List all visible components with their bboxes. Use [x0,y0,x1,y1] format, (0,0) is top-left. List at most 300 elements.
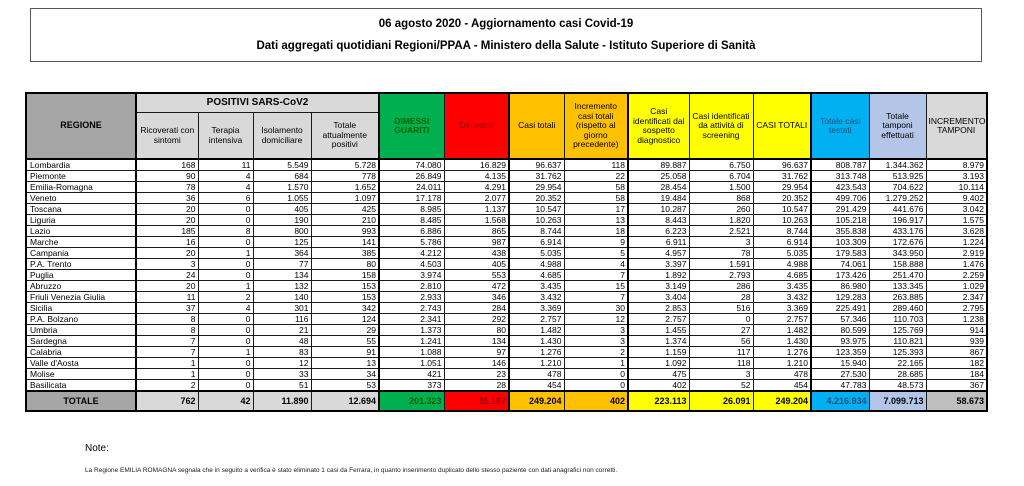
cell-c-cas: 31.762 [509,171,564,182]
cell-c-inc: 0 [564,380,628,392]
cell-c-scr: 516 [689,303,753,314]
cell-c-ter: 0 [198,380,253,392]
cell-c-dec: 16.829 [444,159,509,171]
region-name: Friuli Venezia Giulia [26,292,136,303]
table-row [26,193,987,204]
cell-c-int: 2.919 [926,248,987,259]
region-name: Piemonte [26,171,136,182]
cell-c-sos: 3.397 [628,259,689,270]
header-isolamento: Isolamento domiciliare [253,113,311,160]
cell-c-int: 939 [926,336,987,347]
cell-c-dec: 987 [444,237,509,248]
cell-c-tam: 1.344.362 [869,159,926,171]
cell-c-scr: 117 [689,347,753,358]
cell-c-ric: 2 [136,380,198,392]
cell-c-ter: 11 [198,159,253,171]
cell-c-ric: 1 [136,358,198,369]
cell-c-ric: 20 [136,215,198,226]
cell-c-int: 58.673 [926,391,987,411]
cell-c-dim: 4.503 [379,259,444,270]
cell-c-tes: 93.975 [811,336,869,347]
cell-c-inc: 13 [564,215,628,226]
table-header [26,93,987,159]
cell-c-tam: 133.345 [869,281,926,292]
title-box [30,8,982,62]
cell-c-ric: 762 [136,391,198,411]
cell-c-inc: 22 [564,171,628,182]
header-dimessi-guariti: DIMESSI GUARITI [379,93,444,159]
table-row [26,182,987,193]
cell-c-dec: 97 [444,347,509,358]
cell-c-dim: 2.341 [379,314,444,325]
cell-c-iso: 11.890 [253,391,311,411]
cell-c-tam: 125.769 [869,325,926,336]
totale-label: TOTALE [26,391,136,411]
header-casi-screening: Casi identificati da attività di screening [689,93,753,159]
cell-c-sos: 1.159 [628,347,689,358]
header-totale-tamponi: Totale tamponi effettuati [869,93,926,159]
cell-c-pos: 34 [311,369,379,380]
cell-c-dec: 1.568 [444,215,509,226]
cell-c-dim: 26.849 [379,171,444,182]
cell-c-scr: 78 [689,248,753,259]
header-incremento-tamponi: INCREMENTO TAMPONI [926,93,987,159]
cell-c-sos: 3.404 [628,292,689,303]
cell-c-inc: 118 [564,159,628,171]
cell-c-tes: 173.426 [811,270,869,281]
table-row [26,248,987,259]
cell-c-inc: 58 [564,182,628,193]
header-casi-totali: Casi totali [509,93,564,159]
cell-c-ric: 7 [136,336,198,347]
cell-c-dim: 2.933 [379,292,444,303]
cell-c-tes: 355.838 [811,226,869,237]
cell-c-int: 914 [926,325,987,336]
cell-c-ter: 0 [198,358,253,369]
cell-c-ter: 0 [198,369,253,380]
cell-c-tam: 343.950 [869,248,926,259]
cell-c-sos: 8.443 [628,215,689,226]
cell-c-scr: 1.820 [689,215,753,226]
cell-c-pos: 55 [311,336,379,347]
cell-c-ter: 4 [198,171,253,182]
cell-c-tes: 47.783 [811,380,869,392]
table-row [26,336,987,347]
cell-c-pos: 5.728 [311,159,379,171]
cell-c-ric: 7 [136,347,198,358]
cell-c-ric: 8 [136,314,198,325]
cell-c-sos: 223.113 [628,391,689,411]
cell-c-iso: 1.570 [253,182,311,193]
cell-c-dim: 8.985 [379,204,444,215]
cell-c-iso: 684 [253,171,311,182]
cell-c-cas: 8.744 [509,226,564,237]
cell-c-scr: 1.500 [689,182,753,193]
cell-c-dim: 1.241 [379,336,444,347]
cell-c-ct2: 29.954 [753,182,811,193]
covid-data-table [25,92,988,412]
cell-c-sos: 6.911 [628,237,689,248]
table-row [26,314,987,325]
region-name: Liguria [26,215,136,226]
table-row [26,171,987,182]
cell-c-tam: 158.888 [869,259,926,270]
cell-c-dec: 2.077 [444,193,509,204]
cell-c-cas: 454 [509,380,564,392]
cell-c-tes: 499.706 [811,193,869,204]
cell-c-iso: 301 [253,303,311,314]
cell-c-scr: 3 [689,369,753,380]
table-body [26,159,987,411]
cell-c-sos: 1.455 [628,325,689,336]
cell-c-ct2: 31.762 [753,171,811,182]
cell-c-inc: 58 [564,193,628,204]
cell-c-dim: 2.743 [379,303,444,314]
cell-c-ct2: 1.210 [753,358,811,369]
cell-c-dim: 3.974 [379,270,444,281]
cell-c-inc: 30 [564,303,628,314]
cell-c-ter: 0 [198,270,253,281]
cell-c-ric: 3 [136,259,198,270]
cell-c-int: 3.628 [926,226,987,237]
cell-c-tes: 291.429 [811,204,869,215]
table-row [26,226,987,237]
cell-c-inc: 7 [564,292,628,303]
cell-c-ric: 37 [136,303,198,314]
cell-c-ric: 20 [136,204,198,215]
cell-c-iso: 116 [253,314,311,325]
cell-c-ter: 8 [198,226,253,237]
cell-c-dec: 1.137 [444,204,509,215]
cell-c-cas: 10.547 [509,204,564,215]
table-row [26,270,987,281]
cell-c-ric: 11 [136,292,198,303]
cell-c-int: 2.259 [926,270,987,281]
cell-c-dec: 4.135 [444,171,509,182]
cell-c-ter: 0 [198,314,253,325]
cell-c-cas: 4.988 [509,259,564,270]
cell-c-pos: 153 [311,281,379,292]
cell-c-dim: 2.810 [379,281,444,292]
cell-c-tam: 7.099.713 [869,391,926,411]
cell-c-sos: 1.092 [628,358,689,369]
table-row [26,358,987,369]
cell-c-pos: 385 [311,248,379,259]
region-name: Emilia-Romagna [26,182,136,193]
cell-c-dec: 405 [444,259,509,270]
cell-c-scr: 6.704 [689,171,753,182]
cell-c-ric: 1 [136,369,198,380]
cell-c-tam: 28.685 [869,369,926,380]
cell-c-scr: 2.793 [689,270,753,281]
cell-c-iso: 405 [253,204,311,215]
cell-c-cas: 1.210 [509,358,564,369]
cell-c-inc: 12 [564,314,628,325]
table-row [26,292,987,303]
cell-c-cas: 1.482 [509,325,564,336]
header-ricoverati: Ricoverati con sintomi [136,113,198,160]
title-line-2: Dati aggregati quotidiani Regioni/PPAA - Ministero della Salute - Istituto Superiore di Sanità [256,39,756,52]
cell-c-tam: 513.925 [869,171,926,182]
cell-c-ter: 0 [198,237,253,248]
cell-c-ter: 1 [198,248,253,259]
cell-c-ct2: 478 [753,369,811,380]
region-name: Lombardia [26,159,136,171]
cell-c-ct2: 8.744 [753,226,811,237]
cell-c-pos: 153 [311,292,379,303]
cell-c-iso: 21 [253,325,311,336]
cell-c-iso: 800 [253,226,311,237]
table-row [26,303,987,314]
cell-c-inc: 2 [564,347,628,358]
header-terapia-intensiva: Terapia intensiva [198,113,253,160]
cell-c-inc: 1 [564,358,628,369]
cell-c-tes: 74.061 [811,259,869,270]
cell-c-scr: 27 [689,325,753,336]
cell-c-scr: 260 [689,204,753,215]
cell-c-ct2: 249.204 [753,391,811,411]
cell-c-scr: 1.591 [689,259,753,270]
cell-c-cas: 3.432 [509,292,564,303]
table-row [26,347,987,358]
cell-c-pos: 124 [311,314,379,325]
region-name: Sicilia [26,303,136,314]
cell-c-ct2: 2.757 [753,314,811,325]
cell-c-ric: 168 [136,159,198,171]
totale-row [26,391,987,411]
cell-c-dec: 80 [444,325,509,336]
cell-c-inc: 15 [564,281,628,292]
cell-c-int: 3.042 [926,204,987,215]
cell-c-ter: 4 [198,303,253,314]
table-row [26,215,987,226]
table-row [26,369,987,380]
header-casi-totali-caps: CASI TOTALI [753,93,811,159]
title-line-1: 06 agosto 2020 - Aggiornamento casi Covid-19 [378,18,634,31]
cell-c-pos: 12.694 [311,391,379,411]
cell-c-scr: 868 [689,193,753,204]
table-row [26,204,987,215]
cell-c-inc: 17 [564,204,628,215]
header-totale-casi-testati: Totale casi testati [811,93,869,159]
cell-c-ric: 185 [136,226,198,237]
cell-c-pos: 141 [311,237,379,248]
cell-c-dim: 373 [379,380,444,392]
cell-c-ct2: 3.369 [753,303,811,314]
cell-c-ct2: 4.988 [753,259,811,270]
cell-c-ct2: 6.914 [753,237,811,248]
table-row [26,159,987,171]
cell-c-scr: 3 [689,237,753,248]
region-name: Umbria [26,325,136,336]
cell-c-sos: 475 [628,369,689,380]
header-casi-sospetto-diagnostico: Casi identificati dal sospetto diagnostico [628,93,689,159]
cell-c-dim: 8.485 [379,215,444,226]
header-incremento-casi: Incremento casi totali (rispetto al giorno precedente) [564,93,628,159]
cell-c-inc: 3 [564,336,628,347]
cell-c-dec: 23 [444,369,509,380]
cell-c-dec: 134 [444,336,509,347]
region-name: Molise [26,369,136,380]
cell-c-dec: 292 [444,314,509,325]
cell-c-pos: 210 [311,215,379,226]
cell-c-cas: 2.757 [509,314,564,325]
cell-c-tes: 423.543 [811,182,869,193]
cell-c-ter: 1 [198,347,253,358]
cell-c-int: 3.193 [926,171,987,182]
cell-c-sos: 4.957 [628,248,689,259]
cell-c-tam: 22.165 [869,358,926,369]
cell-c-scr: 118 [689,358,753,369]
cell-c-tam: 48.573 [869,380,926,392]
table-row [26,259,987,270]
cell-c-int: 1.575 [926,215,987,226]
cell-c-sos: 1.374 [628,336,689,347]
cell-c-pos: 993 [311,226,379,237]
cell-c-iso: 1.055 [253,193,311,204]
cell-c-ct2: 5.035 [753,248,811,259]
table-row [26,237,987,248]
cell-c-ct2: 4.685 [753,270,811,281]
region-name: Basilicata [26,380,136,392]
cell-c-pos: 158 [311,270,379,281]
cell-c-cas: 29.954 [509,182,564,193]
cell-c-int: 1.476 [926,259,987,270]
cell-c-iso: 190 [253,215,311,226]
cell-c-dim: 74.080 [379,159,444,171]
cell-c-dec: 346 [444,292,509,303]
cell-c-dec: 28 [444,380,509,392]
cell-c-inc: 9 [564,237,628,248]
region-name: Abruzzo [26,281,136,292]
region-name: P.A. Bolzano [26,314,136,325]
cell-c-tam: 433.176 [869,226,926,237]
cell-c-scr: 56 [689,336,753,347]
table-row [26,325,987,336]
cell-c-ct2: 3.435 [753,281,811,292]
region-name: Sardegna [26,336,136,347]
cell-c-dec: 284 [444,303,509,314]
cell-c-iso: 140 [253,292,311,303]
cell-c-inc: 5 [564,248,628,259]
cell-c-inc: 7 [564,270,628,281]
cell-c-tam: 110.821 [869,336,926,347]
cell-c-tam: 196.917 [869,215,926,226]
cell-c-ter: 6 [198,193,253,204]
cell-c-ter: 2 [198,292,253,303]
cell-c-ter: 0 [198,204,253,215]
cell-c-cas: 4.685 [509,270,564,281]
cell-c-dim: 1.051 [379,358,444,369]
cell-c-ct2: 1.276 [753,347,811,358]
cell-c-cas: 1.430 [509,336,564,347]
cell-c-cas: 249.204 [509,391,564,411]
header-deceduti: Deceduti [444,93,509,159]
cell-c-iso: 77 [253,259,311,270]
cell-c-dim: 24.011 [379,182,444,193]
cell-c-cas: 20.352 [509,193,564,204]
cell-c-dec: 553 [444,270,509,281]
cell-c-tes: 225.491 [811,303,869,314]
cell-c-ric: 16 [136,237,198,248]
cell-c-scr: 0 [689,314,753,325]
cell-c-cas: 10.263 [509,215,564,226]
cell-c-inc: 3 [564,325,628,336]
cell-c-tam: 289.460 [869,303,926,314]
cell-c-ric: 20 [136,281,198,292]
cell-c-int: 184 [926,369,987,380]
cell-c-dec: 438 [444,248,509,259]
cell-c-sos: 3.149 [628,281,689,292]
cell-c-dim: 1.373 [379,325,444,336]
cell-c-pos: 29 [311,325,379,336]
cell-c-cas: 5.035 [509,248,564,259]
cell-c-scr: 52 [689,380,753,392]
header-totale-positivi: Totale attualmente positivi [311,113,379,160]
cell-c-tes: 86.980 [811,281,869,292]
table-row [26,281,987,292]
cell-c-ct2: 20.352 [753,193,811,204]
cell-c-cas: 3.435 [509,281,564,292]
cell-c-scr: 286 [689,281,753,292]
cell-c-cas: 478 [509,369,564,380]
cell-c-int: 367 [926,380,987,392]
cell-c-ric: 8 [136,325,198,336]
cell-c-ct2: 96.637 [753,159,811,171]
cell-c-sos: 2.757 [628,314,689,325]
cell-c-sos: 6.223 [628,226,689,237]
cell-c-tes: 129.283 [811,292,869,303]
cell-c-dec: 472 [444,281,509,292]
cell-c-scr: 6.750 [689,159,753,171]
cell-c-ct2: 10.547 [753,204,811,215]
cell-c-inc: 0 [564,369,628,380]
cell-c-tam: 251.470 [869,270,926,281]
cell-c-dim: 4.212 [379,248,444,259]
cell-c-cas: 3.369 [509,303,564,314]
region-name: Toscana [26,204,136,215]
cell-c-tam: 172.676 [869,237,926,248]
cell-c-int: 1.238 [926,314,987,325]
cell-c-dim: 1.088 [379,347,444,358]
region-name: Puglia [26,270,136,281]
cell-c-ric: 24 [136,270,198,281]
cell-c-iso: 48 [253,336,311,347]
cell-c-iso: 51 [253,380,311,392]
cell-c-inc: 4 [564,259,628,270]
cell-c-dec: 146 [444,358,509,369]
cell-c-ct2: 454 [753,380,811,392]
cell-c-tes: 15.940 [811,358,869,369]
cell-c-iso: 125 [253,237,311,248]
cell-c-tam: 110.703 [869,314,926,325]
cell-c-tam: 125.393 [869,347,926,358]
cell-c-pos: 425 [311,204,379,215]
cell-c-sos: 28.454 [628,182,689,193]
cell-c-sos: 89.887 [628,159,689,171]
cell-c-dim: 421 [379,369,444,380]
cell-c-iso: 33 [253,369,311,380]
cell-c-scr: 26.091 [689,391,753,411]
cell-c-ter: 0 [198,336,253,347]
region-name: Marche [26,237,136,248]
cell-c-dim: 6.886 [379,226,444,237]
cell-c-int: 1.224 [926,237,987,248]
cell-c-cas: 96.637 [509,159,564,171]
cell-c-ct2: 3.432 [753,292,811,303]
cell-c-pos: 342 [311,303,379,314]
header-positivi-group: POSITIVI SARS-CoV2 [136,93,379,113]
